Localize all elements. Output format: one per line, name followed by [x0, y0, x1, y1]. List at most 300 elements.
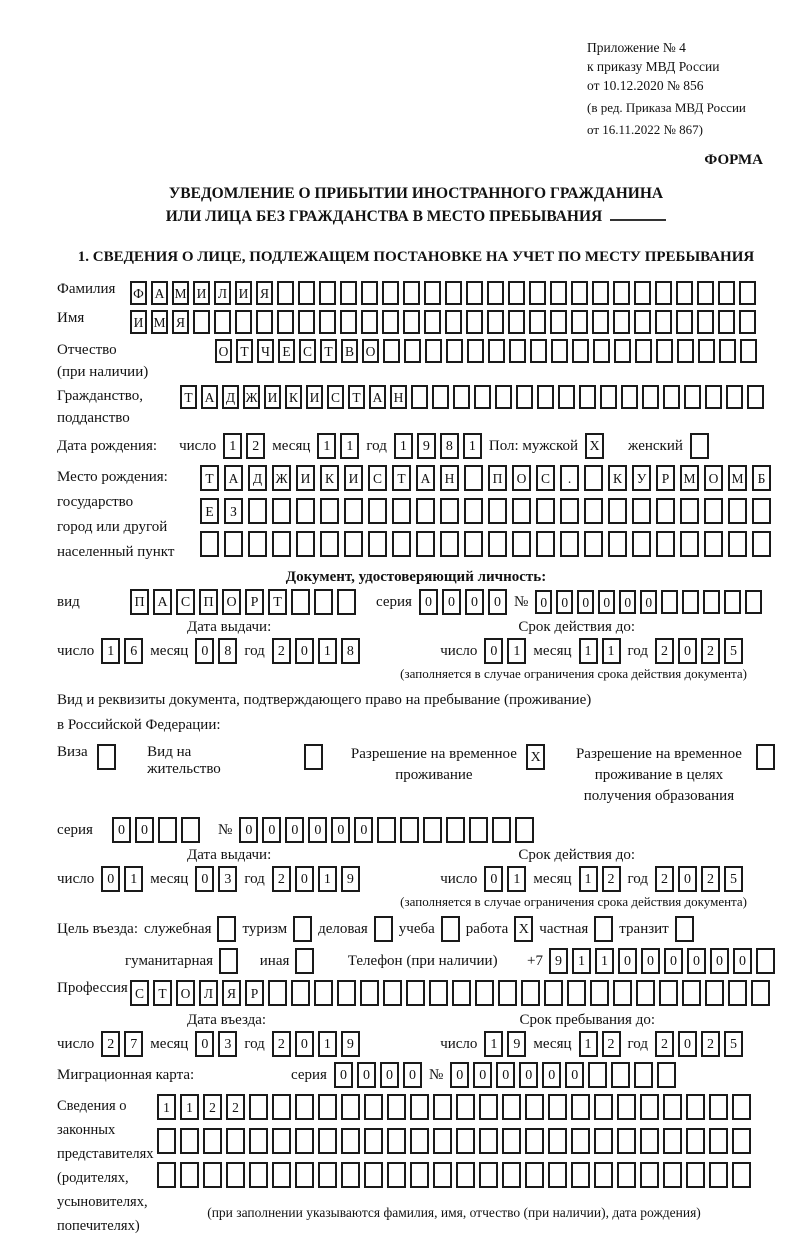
char-cell[interactable] — [594, 1162, 613, 1188]
char-cell[interactable] — [387, 1094, 406, 1120]
char-cell[interactable] — [392, 531, 411, 557]
char-cell[interactable] — [703, 590, 720, 614]
char-cell[interactable] — [686, 1128, 705, 1154]
char-cell[interactable] — [663, 1128, 682, 1154]
char-cell[interactable] — [293, 916, 312, 942]
char-cell[interactable] — [433, 1094, 452, 1120]
char-cell[interactable] — [453, 385, 470, 409]
char-cell[interactable]: 1 — [124, 866, 143, 892]
char-cell[interactable] — [642, 385, 659, 409]
char-cell[interactable]: 0 — [640, 590, 657, 614]
char-cell[interactable] — [295, 948, 314, 974]
char-cell[interactable] — [268, 980, 287, 1006]
char-cell[interactable] — [203, 1128, 222, 1154]
char-cell[interactable] — [181, 817, 200, 843]
char-cell[interactable] — [516, 385, 533, 409]
char-cell[interactable] — [655, 281, 672, 305]
char-cell[interactable]: Т — [153, 980, 172, 1006]
char-cell[interactable] — [219, 948, 238, 974]
char-cell[interactable]: А — [153, 589, 172, 615]
char-cell[interactable]: 5 — [724, 1031, 743, 1057]
char-cell[interactable] — [548, 1128, 567, 1154]
char-cell[interactable] — [432, 385, 449, 409]
char-cell[interactable]: А — [416, 465, 435, 491]
char-cell[interactable]: 8 — [440, 433, 459, 459]
char-cell[interactable]: 1 — [507, 638, 526, 664]
char-cell[interactable]: 0 — [354, 817, 373, 843]
char-cell[interactable]: 1 — [579, 1031, 598, 1057]
char-cell[interactable]: Ч — [257, 339, 274, 363]
char-cell[interactable] — [663, 1162, 682, 1188]
char-cell[interactable]: 8 — [341, 638, 360, 664]
char-cell[interactable] — [469, 817, 488, 843]
char-cell[interactable]: 0 — [542, 1062, 561, 1088]
char-cell[interactable] — [295, 1094, 314, 1120]
char-cell[interactable] — [709, 1094, 728, 1120]
char-cell[interactable] — [487, 310, 504, 334]
char-cell[interactable] — [383, 339, 400, 363]
char-cell[interactable] — [560, 531, 579, 557]
char-cell[interactable] — [337, 589, 356, 615]
char-cell[interactable] — [226, 1128, 245, 1154]
char-cell[interactable]: 0 — [450, 1062, 469, 1088]
char-cell[interactable] — [157, 1128, 176, 1154]
char-cell[interactable] — [718, 281, 735, 305]
char-cell[interactable] — [634, 281, 651, 305]
char-cell[interactable] — [751, 980, 770, 1006]
char-cell[interactable]: О — [362, 339, 379, 363]
char-cell[interactable]: 0 — [598, 590, 615, 614]
char-cell[interactable] — [614, 339, 631, 363]
char-cell[interactable] — [410, 1128, 429, 1154]
char-cell[interactable]: 0 — [678, 638, 697, 664]
char-cell[interactable] — [594, 1128, 613, 1154]
char-cell[interactable]: 7 — [124, 1031, 143, 1057]
char-cell[interactable] — [756, 948, 775, 974]
char-cell[interactable] — [410, 1094, 429, 1120]
char-cell[interactable] — [745, 590, 762, 614]
char-cell[interactable]: 0 — [295, 638, 314, 664]
char-cell[interactable] — [502, 1162, 521, 1188]
char-cell[interactable] — [752, 498, 771, 524]
char-cell[interactable] — [383, 980, 402, 1006]
char-cell[interactable]: 0 — [419, 589, 438, 615]
char-cell[interactable]: 1 — [507, 866, 526, 892]
char-cell[interactable]: 0 — [112, 817, 131, 843]
char-cell[interactable] — [617, 1128, 636, 1154]
char-cell[interactable] — [433, 1162, 452, 1188]
char-cell[interactable] — [296, 498, 315, 524]
char-cell[interactable]: 6 — [124, 638, 143, 664]
char-cell[interactable] — [525, 1162, 544, 1188]
char-cell[interactable]: 0 — [496, 1062, 515, 1088]
char-cell[interactable]: 9 — [341, 866, 360, 892]
char-cell[interactable] — [320, 531, 339, 557]
char-cell[interactable]: 1 — [579, 638, 598, 664]
char-cell[interactable] — [571, 1094, 590, 1120]
char-cell[interactable]: С — [368, 465, 387, 491]
char-cell[interactable]: С — [130, 980, 149, 1006]
char-cell[interactable]: Е — [278, 339, 295, 363]
char-cell[interactable]: 0 — [239, 817, 258, 843]
char-cell[interactable]: 2 — [272, 1031, 291, 1057]
char-cell[interactable]: И — [344, 465, 363, 491]
char-cell[interactable]: 2 — [655, 638, 674, 664]
char-cell[interactable]: К — [285, 385, 302, 409]
char-cell[interactable] — [344, 531, 363, 557]
char-cell[interactable] — [640, 1094, 659, 1120]
char-cell[interactable] — [592, 281, 609, 305]
char-cell[interactable] — [304, 744, 323, 770]
char-cell[interactable]: 3 — [218, 866, 237, 892]
char-cell[interactable] — [584, 531, 603, 557]
char-cell[interactable]: Т — [392, 465, 411, 491]
char-cell[interactable] — [249, 1094, 268, 1120]
char-cell[interactable] — [752, 531, 771, 557]
char-cell[interactable]: Л — [214, 281, 231, 305]
char-cell[interactable] — [684, 385, 701, 409]
char-cell[interactable] — [361, 281, 378, 305]
char-cell[interactable] — [374, 916, 393, 942]
char-cell[interactable] — [512, 498, 531, 524]
char-cell[interactable] — [728, 980, 747, 1006]
char-cell[interactable]: 2 — [272, 866, 291, 892]
char-cell[interactable] — [682, 590, 699, 614]
char-cell[interactable] — [298, 281, 315, 305]
char-cell[interactable] — [272, 1162, 291, 1188]
char-cell[interactable]: X — [585, 433, 604, 459]
char-cell[interactable] — [544, 980, 563, 1006]
char-cell[interactable]: 2 — [272, 638, 291, 664]
char-cell[interactable] — [548, 1094, 567, 1120]
char-cell[interactable] — [640, 1128, 659, 1154]
char-cell[interactable] — [697, 310, 714, 334]
char-cell[interactable] — [608, 498, 627, 524]
char-cell[interactable]: 5 — [724, 866, 743, 892]
char-cell[interactable]: 1 — [484, 1031, 503, 1057]
char-cell[interactable] — [340, 310, 357, 334]
char-cell[interactable]: С — [299, 339, 316, 363]
char-cell[interactable] — [387, 1128, 406, 1154]
char-cell[interactable]: 1 — [317, 433, 336, 459]
char-cell[interactable] — [295, 1128, 314, 1154]
char-cell[interactable] — [446, 339, 463, 363]
char-cell[interactable] — [536, 498, 555, 524]
char-cell[interactable] — [663, 385, 680, 409]
char-cell[interactable] — [705, 385, 722, 409]
char-cell[interactable]: 9 — [549, 948, 568, 974]
char-cell[interactable] — [423, 817, 442, 843]
char-cell[interactable] — [632, 531, 651, 557]
char-cell[interactable]: 0 — [619, 590, 636, 614]
char-cell[interactable]: 2 — [246, 433, 265, 459]
char-cell[interactable] — [640, 1162, 659, 1188]
char-cell[interactable]: 0 — [295, 1031, 314, 1057]
char-cell[interactable]: О — [176, 980, 195, 1006]
char-cell[interactable] — [509, 339, 526, 363]
char-cell[interactable] — [732, 1128, 751, 1154]
char-cell[interactable] — [512, 531, 531, 557]
char-cell[interactable] — [592, 310, 609, 334]
char-cell[interactable] — [719, 339, 736, 363]
char-cell[interactable]: И — [235, 281, 252, 305]
char-cell[interactable]: 1 — [101, 638, 120, 664]
char-cell[interactable] — [508, 281, 525, 305]
char-cell[interactable]: 0 — [678, 1031, 697, 1057]
char-cell[interactable] — [655, 310, 672, 334]
char-cell[interactable] — [617, 1094, 636, 1120]
char-cell[interactable] — [634, 1062, 653, 1088]
char-cell[interactable] — [272, 1128, 291, 1154]
char-cell[interactable] — [382, 281, 399, 305]
char-cell[interactable] — [360, 980, 379, 1006]
char-cell[interactable]: С — [536, 465, 555, 491]
char-cell[interactable]: Я — [256, 281, 273, 305]
char-cell[interactable]: 1 — [602, 638, 621, 664]
char-cell[interactable] — [571, 310, 588, 334]
char-cell[interactable] — [560, 498, 579, 524]
char-cell[interactable]: 1 — [318, 1031, 337, 1057]
char-cell[interactable] — [364, 1128, 383, 1154]
char-cell[interactable]: 2 — [602, 866, 621, 892]
char-cell[interactable] — [318, 1162, 337, 1188]
char-cell[interactable] — [314, 589, 333, 615]
char-cell[interactable] — [663, 1094, 682, 1120]
char-cell[interactable] — [550, 310, 567, 334]
char-cell[interactable] — [502, 1128, 521, 1154]
char-cell[interactable] — [403, 281, 420, 305]
char-cell[interactable] — [464, 498, 483, 524]
char-cell[interactable] — [424, 310, 441, 334]
char-cell[interactable] — [277, 310, 294, 334]
char-cell[interactable] — [364, 1094, 383, 1120]
char-cell[interactable]: 1 — [223, 433, 242, 459]
char-cell[interactable]: 2 — [701, 1031, 720, 1057]
char-cell[interactable] — [659, 980, 678, 1006]
char-cell[interactable] — [248, 531, 267, 557]
char-cell[interactable] — [537, 385, 554, 409]
char-cell[interactable] — [217, 916, 236, 942]
char-cell[interactable]: И — [296, 465, 315, 491]
char-cell[interactable] — [536, 531, 555, 557]
char-cell[interactable]: С — [327, 385, 344, 409]
char-cell[interactable] — [291, 980, 310, 1006]
char-cell[interactable]: 0 — [295, 866, 314, 892]
char-cell[interactable] — [180, 1128, 199, 1154]
char-cell[interactable]: Ф — [130, 281, 147, 305]
char-cell[interactable]: Л — [199, 980, 218, 1006]
char-cell[interactable]: 0 — [380, 1062, 399, 1088]
char-cell[interactable] — [747, 385, 764, 409]
char-cell[interactable] — [718, 310, 735, 334]
char-cell[interactable]: И — [130, 310, 147, 334]
char-cell[interactable]: Т — [268, 589, 287, 615]
char-cell[interactable]: З — [224, 498, 243, 524]
char-cell[interactable] — [295, 1162, 314, 1188]
char-cell[interactable] — [433, 1128, 452, 1154]
char-cell[interactable] — [588, 1062, 607, 1088]
char-cell[interactable]: Н — [390, 385, 407, 409]
char-cell[interactable] — [158, 817, 177, 843]
char-cell[interactable] — [248, 498, 267, 524]
char-cell[interactable] — [724, 590, 741, 614]
char-cell[interactable] — [548, 1162, 567, 1188]
char-cell[interactable] — [600, 385, 617, 409]
char-cell[interactable]: 0 — [285, 817, 304, 843]
char-cell[interactable] — [594, 916, 613, 942]
char-cell[interactable]: Т — [200, 465, 219, 491]
char-cell[interactable] — [214, 310, 231, 334]
char-cell[interactable]: Ж — [243, 385, 260, 409]
char-cell[interactable] — [613, 310, 630, 334]
char-cell[interactable]: 0 — [195, 866, 214, 892]
char-cell[interactable]: 1 — [595, 948, 614, 974]
char-cell[interactable] — [739, 281, 756, 305]
char-cell[interactable]: П — [199, 589, 218, 615]
char-cell[interactable] — [676, 281, 693, 305]
char-cell[interactable] — [180, 1162, 199, 1188]
char-cell[interactable] — [732, 1162, 751, 1188]
char-cell[interactable]: Р — [656, 465, 675, 491]
char-cell[interactable]: 0 — [442, 589, 461, 615]
char-cell[interactable] — [529, 310, 546, 334]
char-cell[interactable]: Ж — [272, 465, 291, 491]
char-cell[interactable]: 0 — [687, 948, 706, 974]
char-cell[interactable] — [487, 281, 504, 305]
char-cell[interactable]: Я — [222, 980, 241, 1006]
char-cell[interactable]: 9 — [341, 1031, 360, 1057]
char-cell[interactable]: 1 — [157, 1094, 176, 1120]
char-cell[interactable]: П — [130, 589, 149, 615]
char-cell[interactable]: 8 — [218, 638, 237, 664]
char-cell[interactable] — [340, 281, 357, 305]
char-cell[interactable] — [410, 1162, 429, 1188]
char-cell[interactable]: В — [341, 339, 358, 363]
char-cell[interactable] — [157, 1162, 176, 1188]
char-cell[interactable]: Т — [180, 385, 197, 409]
char-cell[interactable] — [382, 310, 399, 334]
char-cell[interactable]: 0 — [618, 948, 637, 974]
char-cell[interactable]: 2 — [226, 1094, 245, 1120]
char-cell[interactable] — [726, 385, 743, 409]
char-cell[interactable]: Е — [200, 498, 219, 524]
char-cell[interactable] — [318, 1128, 337, 1154]
char-cell[interactable] — [675, 916, 694, 942]
char-cell[interactable] — [690, 433, 709, 459]
char-cell[interactable] — [411, 385, 428, 409]
char-cell[interactable] — [680, 498, 699, 524]
char-cell[interactable] — [337, 980, 356, 1006]
char-cell[interactable]: 0 — [331, 817, 350, 843]
char-cell[interactable]: А — [201, 385, 218, 409]
char-cell[interactable] — [686, 1162, 705, 1188]
char-cell[interactable] — [341, 1162, 360, 1188]
char-cell[interactable] — [709, 1128, 728, 1154]
char-cell[interactable] — [403, 310, 420, 334]
char-cell[interactable] — [249, 1162, 268, 1188]
char-cell[interactable]: М — [172, 281, 189, 305]
char-cell[interactable] — [456, 1094, 475, 1120]
char-cell[interactable]: 2 — [655, 1031, 674, 1057]
char-cell[interactable]: 3 — [218, 1031, 237, 1057]
char-cell[interactable] — [571, 1162, 590, 1188]
char-cell[interactable] — [521, 980, 540, 1006]
char-cell[interactable]: 0 — [577, 590, 594, 614]
char-cell[interactable] — [479, 1094, 498, 1120]
char-cell[interactable] — [611, 1062, 630, 1088]
char-cell[interactable] — [193, 310, 210, 334]
char-cell[interactable] — [636, 980, 655, 1006]
char-cell[interactable] — [739, 310, 756, 334]
char-cell[interactable] — [680, 531, 699, 557]
char-cell[interactable] — [341, 1094, 360, 1120]
char-cell[interactable]: 1 — [318, 638, 337, 664]
char-cell[interactable]: М — [680, 465, 699, 491]
char-cell[interactable] — [698, 339, 715, 363]
char-cell[interactable] — [319, 310, 336, 334]
char-cell[interactable] — [551, 339, 568, 363]
char-cell[interactable] — [361, 310, 378, 334]
char-cell[interactable] — [464, 531, 483, 557]
char-cell[interactable] — [740, 339, 757, 363]
char-cell[interactable] — [657, 1062, 676, 1088]
char-cell[interactable] — [445, 281, 462, 305]
char-cell[interactable] — [704, 531, 723, 557]
char-cell[interactable] — [632, 498, 651, 524]
char-cell[interactable] — [515, 817, 534, 843]
char-cell[interactable]: И — [306, 385, 323, 409]
char-cell[interactable]: 0 — [101, 866, 120, 892]
char-cell[interactable]: Д — [222, 385, 239, 409]
char-cell[interactable] — [224, 531, 243, 557]
char-cell[interactable]: X — [514, 916, 533, 942]
char-cell[interactable] — [446, 817, 465, 843]
char-cell[interactable] — [424, 281, 441, 305]
char-cell[interactable]: П — [488, 465, 507, 491]
char-cell[interactable]: О — [512, 465, 531, 491]
char-cell[interactable] — [728, 498, 747, 524]
char-cell[interactable]: 9 — [417, 433, 436, 459]
char-cell[interactable] — [686, 1094, 705, 1120]
char-cell[interactable] — [296, 531, 315, 557]
char-cell[interactable] — [341, 1128, 360, 1154]
char-cell[interactable]: А — [151, 281, 168, 305]
char-cell[interactable] — [467, 339, 484, 363]
char-cell[interactable] — [272, 1094, 291, 1120]
char-cell[interactable] — [277, 281, 294, 305]
char-cell[interactable] — [495, 385, 512, 409]
char-cell[interactable]: 0 — [710, 948, 729, 974]
char-cell[interactable] — [529, 281, 546, 305]
char-cell[interactable]: 0 — [135, 817, 154, 843]
char-cell[interactable] — [256, 310, 273, 334]
char-cell[interactable]: 1 — [318, 866, 337, 892]
char-cell[interactable] — [441, 916, 460, 942]
char-cell[interactable] — [621, 385, 638, 409]
char-cell[interactable] — [479, 1128, 498, 1154]
char-cell[interactable] — [479, 1162, 498, 1188]
char-cell[interactable] — [387, 1162, 406, 1188]
char-cell[interactable] — [728, 531, 747, 557]
char-cell[interactable] — [676, 310, 693, 334]
char-cell[interactable] — [456, 1128, 475, 1154]
char-cell[interactable]: М — [728, 465, 747, 491]
char-cell[interactable] — [525, 1094, 544, 1120]
char-cell[interactable]: Р — [245, 589, 264, 615]
char-cell[interactable]: К — [608, 465, 627, 491]
char-cell[interactable] — [392, 498, 411, 524]
char-cell[interactable]: О — [215, 339, 232, 363]
